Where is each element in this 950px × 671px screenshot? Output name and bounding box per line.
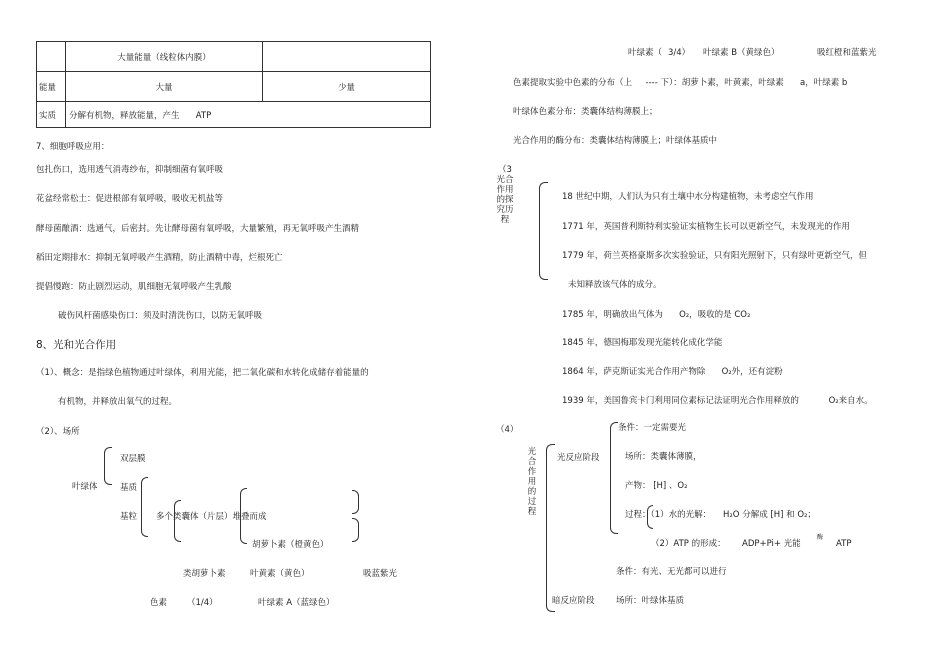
application-line: 花盆经常松土：促进根部有氧呼吸，吸收无机盐等 (36, 194, 224, 204)
brace (240, 488, 247, 544)
absorb-red-label: 吸红橙和蓝紫光 (817, 48, 877, 58)
atp-label: ATP (836, 539, 852, 549)
text-part: ---- 下）：胡萝卜素，叶黄素，叶绿素 (645, 78, 784, 88)
history-item: 1779 年，荷兰英格豪斯多次实验验证，只有阳光照射下，只有绿叶更新空气，但 (562, 251, 867, 261)
table-cell-text: 分解有机物，释放能量，产生 (69, 110, 180, 121)
carotenoid-label: 类胡萝卜素 (183, 569, 226, 579)
brace (352, 518, 359, 542)
text-part: O₂，吸收的是 CO₂ (679, 310, 751, 320)
brace (104, 447, 112, 485)
condition-label: 条件：一定需要光 (618, 423, 687, 433)
dark-place-label: 场所：叶绿体基质 (616, 596, 685, 606)
table-cell (66, 102, 431, 128)
chlorophyll-label: 叶绿素（ (628, 48, 663, 58)
concept-line: 有机物，并释放出氧气的过程。 (58, 397, 178, 407)
brace (546, 444, 555, 612)
carotene-label: 胡萝卜素（橙黄色） (252, 540, 329, 550)
grana-label: 基粒 (120, 512, 138, 522)
table-cell (37, 42, 66, 72)
text-part: O₂外，还有淀粉 (721, 367, 783, 377)
chlorophyll-b-label: 叶绿素 B（黄绿色） (703, 48, 780, 58)
table-cell: 大量 (66, 72, 263, 102)
absorb-blue-violet-label: 吸蓝紫光 (363, 569, 398, 579)
history-vertical-label: （3光合作用的探究历程 (496, 165, 514, 225)
brace (610, 422, 618, 534)
section-8-heading: 8、光和光合作用 (36, 339, 117, 351)
table-cell: 实质 (37, 102, 66, 128)
dark-reaction-label: 暗反应阶段 (552, 596, 595, 606)
dark-condition-label: 条件：有光、无光都可以进行 (616, 567, 727, 577)
table-cell: 能量 (37, 72, 66, 102)
concept-line: （1）、概念：是指绿色植物通过叶绿体，利用光能，把二氧化碳和水转化成储存着能量的 (36, 368, 369, 378)
application-line: 提倡慢跑：防止剧烈运动，肌细胞无氧呼吸产生乳酸 (36, 282, 232, 292)
text-part: 1785 年，明确放出气体为 (562, 310, 663, 320)
history-item: 18 世纪中期，人们认为只有土壤中水分构建植物，未考虑空气作用 (562, 192, 814, 202)
section-7-heading: 7、细胞呼吸应用： (36, 142, 110, 152)
xanthophyll-label: 叶黄素（黄色） (250, 569, 310, 579)
application-line: 稻田定期排水：抑制无氧呼吸产生酒精，防止酒精中毒，烂根死亡 (36, 253, 283, 263)
history-item: 未知释放该气体的成分。 (568, 280, 662, 290)
history-item: 1771 年，英国普利斯特利实验证实植物生长可以更新空气，未发现光的作用 (562, 222, 850, 232)
application-line: 酵母菌酿酒：选通气，后密封。先让酵母菌有氧呼吸，大量繁殖，再无氧呼吸产生酒精 (36, 224, 360, 234)
history-item (562, 397, 873, 407)
place-heading: （2）、场所 (36, 427, 80, 437)
chlorophyll-a-label: 叶绿素 A（蓝绿色） (258, 598, 335, 608)
pigment-label: 色素 (150, 598, 168, 608)
fraction-label: 3/4） (668, 48, 691, 58)
table-cell: 大量能量（线粒体内膜） (66, 42, 263, 72)
respiration-comparison-table (36, 41, 431, 128)
process-vertical-label: 光合作用的过程 (527, 447, 537, 517)
atp-equation: ADP+Pi+ 光能 (742, 539, 801, 549)
process-step-1: 过程：（1）水的光解： (625, 510, 712, 520)
enzyme-label: 酶 (817, 534, 824, 541)
photolysis-equation: H₂O 分解成 [H] 和 O₂； (723, 510, 816, 520)
table-cell: 少量 (263, 72, 431, 102)
history-item (562, 311, 750, 321)
process-heading: （4） (496, 425, 519, 435)
text-part: 1864 年，萨克斯证实光合作用产物除 (562, 367, 706, 377)
text-line: 光合作用的酶分布：类囊体结构薄膜上；叶绿体基质中 (513, 136, 718, 146)
text-part: a，叶绿素 b (799, 78, 848, 88)
history-item: 1845 年，德国梅耶发现光能转化成化学能 (562, 338, 723, 348)
thylakoid-label: 多个类囊体（片层）堆叠而成 (156, 512, 267, 522)
stroma-label: 基质 (120, 483, 138, 493)
table-cell-atp: ATP (195, 110, 212, 121)
brace (141, 477, 148, 537)
double-membrane-label: 双层膜 (120, 454, 146, 464)
chloroplast-label: 叶绿体 (72, 482, 98, 492)
table-cell (263, 42, 431, 72)
product-label: 产物： [H] 、O₂ (625, 481, 688, 491)
history-item (562, 368, 783, 378)
text-line: 叶绿体色素分布：类囊体结构薄膜上； (513, 107, 658, 117)
application-line: 包扎伤口，选用透气消毒纱布，抑制细菌有氧呼吸 (36, 165, 224, 175)
fraction-label: （1/4） (187, 598, 218, 608)
text-part: O₂来自水。 (828, 396, 873, 406)
text-part: 1939 年，美国鲁宾卡门利用同位素标记法证明光合作用释放的 (562, 396, 799, 406)
text-part: 色素提取实验中色素的分布（上 (513, 78, 633, 88)
brace (539, 182, 548, 280)
place-label: 场所：类囊体薄膜， (625, 452, 702, 462)
application-line: 破伤风杆菌感染伤口：须及时清洗伤口，以防无氧呼吸 (58, 311, 263, 321)
pigment-distribution-line (513, 79, 847, 89)
process-step-2: （2）ATP 的形成： (651, 539, 726, 549)
light-reaction-label: 光反应阶段 (557, 453, 600, 463)
brace (352, 490, 359, 514)
